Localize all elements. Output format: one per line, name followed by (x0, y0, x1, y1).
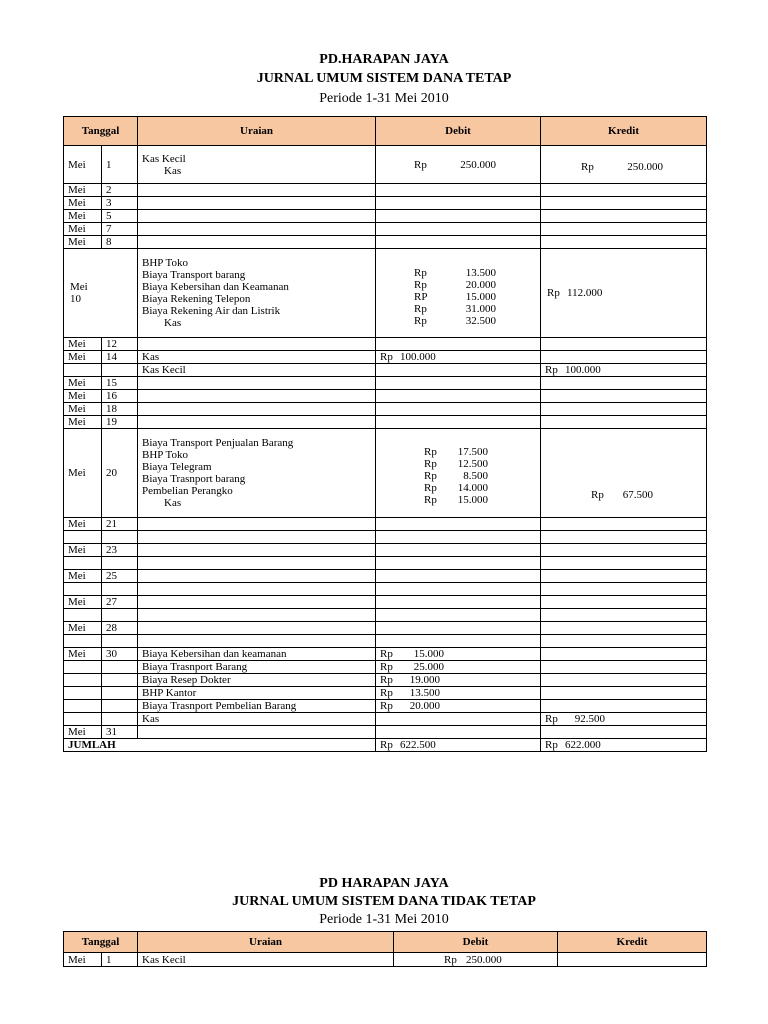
debit-cell (376, 648, 541, 661)
table-row (64, 429, 707, 518)
debit-account: Biaya Rekening Air dan Listrik (142, 305, 281, 317)
table-row (64, 223, 707, 236)
table-row (64, 210, 707, 223)
table-row (64, 518, 707, 531)
debit-value: 100.000 (400, 351, 436, 363)
header-uraian: Uraian (138, 932, 394, 953)
day-cell: 12 (102, 338, 138, 351)
table-row (64, 338, 707, 351)
journal-period: Periode 1-31 Mei 2010 (319, 91, 449, 106)
debit-cell (376, 429, 541, 518)
month-cell: Mei (64, 403, 102, 416)
table-row (64, 236, 707, 249)
kredit-cell (541, 364, 707, 377)
currency: RP (414, 290, 428, 303)
table-row (64, 403, 707, 416)
day-cell: 23 (102, 544, 138, 557)
month-cell: Mei (64, 390, 102, 403)
debit-value: 32.500 (465, 314, 497, 327)
credit-account: Kas Kecil (138, 364, 376, 377)
currency: Rp (545, 364, 558, 376)
table-row (64, 596, 707, 609)
header-kredit: Kredit (541, 117, 707, 146)
table-row (64, 953, 707, 967)
currency: Rp (380, 351, 393, 363)
debit-value: 14.000 (457, 482, 489, 494)
day-cell: 20 (102, 429, 138, 518)
kredit-value: 67.500 (622, 489, 654, 501)
journal-table-2 (63, 931, 707, 967)
day-cell: 21 (102, 518, 138, 531)
month-cell: Mei (64, 429, 102, 518)
debit-account: Kas Kecil (142, 152, 186, 165)
debit-account: Biaya Trasnport barang (142, 473, 246, 485)
currency: Rp (444, 953, 457, 966)
debit-account: Biaya Rekening Telepon (142, 293, 251, 305)
journal-title-2: JURNAL UMUM SISTEM DANA TIDAK TETAP (232, 894, 536, 909)
table-row (64, 570, 707, 583)
debit-account: BHP Toko (142, 257, 189, 269)
day-cell: 28 (102, 622, 138, 635)
debit-account: Biaya Transport barang (142, 269, 246, 281)
header-debit: Debit (394, 932, 558, 953)
month-label: Mei (70, 281, 88, 293)
debit-account: BHP Kantor (138, 687, 376, 700)
currency: Rp (424, 482, 437, 494)
journal-table-1 (63, 116, 707, 752)
month-cell: Mei (64, 648, 102, 661)
table-row (64, 674, 707, 687)
month-cell: Mei (64, 953, 102, 967)
kredit-value: 92.500 (574, 713, 606, 725)
table-row (64, 377, 707, 390)
total-row (64, 739, 707, 752)
kredit-cell (541, 713, 707, 726)
month-cell: Mei (64, 622, 102, 635)
uraian-cell (138, 146, 376, 184)
debit-account: Biaya Trasnport Barang (138, 661, 376, 674)
table-row (64, 557, 707, 570)
debit-account: Biaya Trasnport Pembelian Barang (138, 700, 376, 713)
table-row (64, 622, 707, 635)
day-cell: 5 (102, 210, 138, 223)
month-cell: Mei (64, 338, 102, 351)
month-cell: Mei (64, 416, 102, 429)
currency: Rp (380, 648, 393, 660)
credit-account: Kas (164, 317, 182, 329)
header-kredit: Kredit (558, 932, 707, 953)
currency: Rp (424, 446, 437, 458)
table-row (64, 184, 707, 197)
debit-value: 17.500 (457, 446, 489, 458)
table-row (64, 583, 707, 596)
uraian-cell (138, 249, 376, 338)
debit-value: 19.000 (409, 674, 441, 686)
table-row (64, 364, 707, 377)
credit-account: Kas (164, 164, 182, 177)
currency: Rp (414, 278, 427, 291)
table-row (64, 531, 707, 544)
table-row (64, 544, 707, 557)
month-cell: Mei (64, 377, 102, 390)
day-cell: 7 (102, 223, 138, 236)
month-cell: Mei (64, 184, 102, 197)
debit-account: Biaya Transport Penjualan Barang (142, 437, 294, 449)
table-row (64, 635, 707, 648)
month-cell: Mei (64, 596, 102, 609)
currency: Rp (414, 314, 427, 327)
table-row (64, 700, 707, 713)
total-label: JUMLAH (64, 739, 376, 752)
debit-account: BHP Toko (142, 449, 189, 461)
debit-cell (376, 700, 541, 713)
credit-account: Kas (138, 713, 376, 726)
debit-cell (394, 953, 558, 967)
currency: Rp (380, 739, 393, 751)
table-row (64, 416, 707, 429)
month-cell: Mei (64, 351, 102, 364)
debit-account: Kas Kecil (138, 953, 394, 967)
day-cell: 2 (102, 184, 138, 197)
header-tanggal: Tanggal (64, 932, 138, 953)
day-cell: 1 (102, 953, 138, 967)
month-cell: Mei (64, 726, 102, 739)
debit-value: 20.000 (409, 700, 441, 712)
day-cell: 14 (102, 351, 138, 364)
currency: Rp (414, 266, 427, 279)
table-row (64, 249, 707, 338)
debit-cell (376, 661, 541, 674)
table-row (64, 726, 707, 739)
header-debit: Debit (376, 117, 541, 146)
currency: Rp (380, 674, 393, 686)
debit-value: 20.000 (465, 278, 497, 291)
kredit-value: 100.000 (565, 364, 601, 376)
currency: Rp (424, 494, 437, 506)
month-cell: Mei (64, 236, 102, 249)
uraian-cell (138, 429, 376, 518)
month-cell: Mei (64, 544, 102, 557)
currency: Rp (380, 661, 393, 673)
currency: Rp (414, 158, 427, 171)
currency: Rp (380, 687, 393, 699)
journal-title: JURNAL UMUM SISTEM DANA TETAP (256, 71, 512, 86)
month-cell: Mei (64, 146, 102, 184)
credit-account: Kas (164, 497, 182, 509)
day-cell: 27 (102, 596, 138, 609)
day-cell: 30 (102, 648, 138, 661)
month-cell: Mei (64, 197, 102, 210)
day-cell: 1 (102, 146, 138, 184)
debit-account: Kas (138, 351, 376, 364)
month-cell: Mei (64, 518, 102, 531)
table-header (64, 932, 707, 953)
debit-account: Biaya Resep Dokter (138, 674, 376, 687)
table-row (64, 713, 707, 726)
day-label: 10 (70, 293, 81, 305)
total-kredit-value: 622.000 (565, 739, 601, 751)
debit-cell (376, 249, 541, 338)
debit-value: 12.500 (457, 458, 489, 470)
month-cell: Mei (64, 570, 102, 583)
debit-value: 15.000 (465, 290, 497, 303)
currency: Rp (424, 458, 437, 470)
table-row (64, 197, 707, 210)
header-tanggal: Tanggal (64, 117, 138, 146)
currency: Rp (581, 161, 594, 173)
debit-cell (376, 351, 541, 364)
currency: Rp (547, 287, 560, 299)
currency: Rp (545, 739, 558, 751)
day-cell: 15 (102, 377, 138, 390)
kredit-cell (541, 146, 707, 184)
currency: Rp (424, 470, 437, 482)
total-debit-value: 622.500 (400, 739, 436, 751)
day-cell: 8 (102, 236, 138, 249)
day-cell: 3 (102, 197, 138, 210)
total-debit (376, 739, 541, 752)
debit-value: 25.000 (413, 661, 445, 673)
day-cell: 16 (102, 390, 138, 403)
debit-value: 8.500 (463, 470, 489, 482)
date-cell (64, 249, 138, 338)
company-name: PD.HARAPAN JAYA (319, 52, 449, 67)
total-kredit (541, 739, 707, 752)
debit-value: 15.000 (413, 648, 445, 660)
debit-cell (376, 674, 541, 687)
debit-value: 15.000 (457, 494, 489, 506)
debit-account: Pembelian Perangko (142, 485, 233, 497)
currency: Rp (591, 489, 604, 501)
table-row (64, 146, 707, 184)
company-name-2: PD HARAPAN JAYA (319, 876, 449, 891)
table-header (64, 117, 707, 146)
table-row (64, 648, 707, 661)
currency: Rp (545, 713, 558, 725)
header-uraian: Uraian (138, 117, 376, 146)
table-row (64, 661, 707, 674)
debit-account: Biaya Telegram (142, 461, 212, 473)
debit-value: 13.500 (465, 266, 497, 279)
day-cell: 18 (102, 403, 138, 416)
table-row (64, 609, 707, 622)
debit-account: Biaya Kebersihan dan Keamanan (142, 281, 289, 293)
table-row (64, 390, 707, 403)
day-cell: 19 (102, 416, 138, 429)
debit-value: 31.000 (465, 302, 497, 315)
currency: Rp (414, 302, 427, 315)
month-cell: Mei (64, 223, 102, 236)
day-cell: 31 (102, 726, 138, 739)
debit-value: 13.500 (409, 687, 441, 699)
currency: Rp (380, 700, 393, 712)
table-row (64, 687, 707, 700)
kredit-value: 250.000 (627, 161, 664, 173)
journal-period-2: Periode 1-31 Mei 2010 (319, 912, 449, 927)
month-cell: Mei (64, 210, 102, 223)
debit-cell (376, 146, 541, 184)
debit-value: 250.000 (460, 158, 497, 171)
table-row (64, 351, 707, 364)
debit-cell (376, 687, 541, 700)
kredit-value: 112.000 (567, 287, 603, 299)
kredit-cell (541, 249, 707, 338)
debit-account: Biaya Kebersihan dan keamanan (138, 648, 376, 661)
debit-value: 250.000 (466, 953, 502, 966)
kredit-cell (541, 429, 707, 518)
day-cell: 25 (102, 570, 138, 583)
